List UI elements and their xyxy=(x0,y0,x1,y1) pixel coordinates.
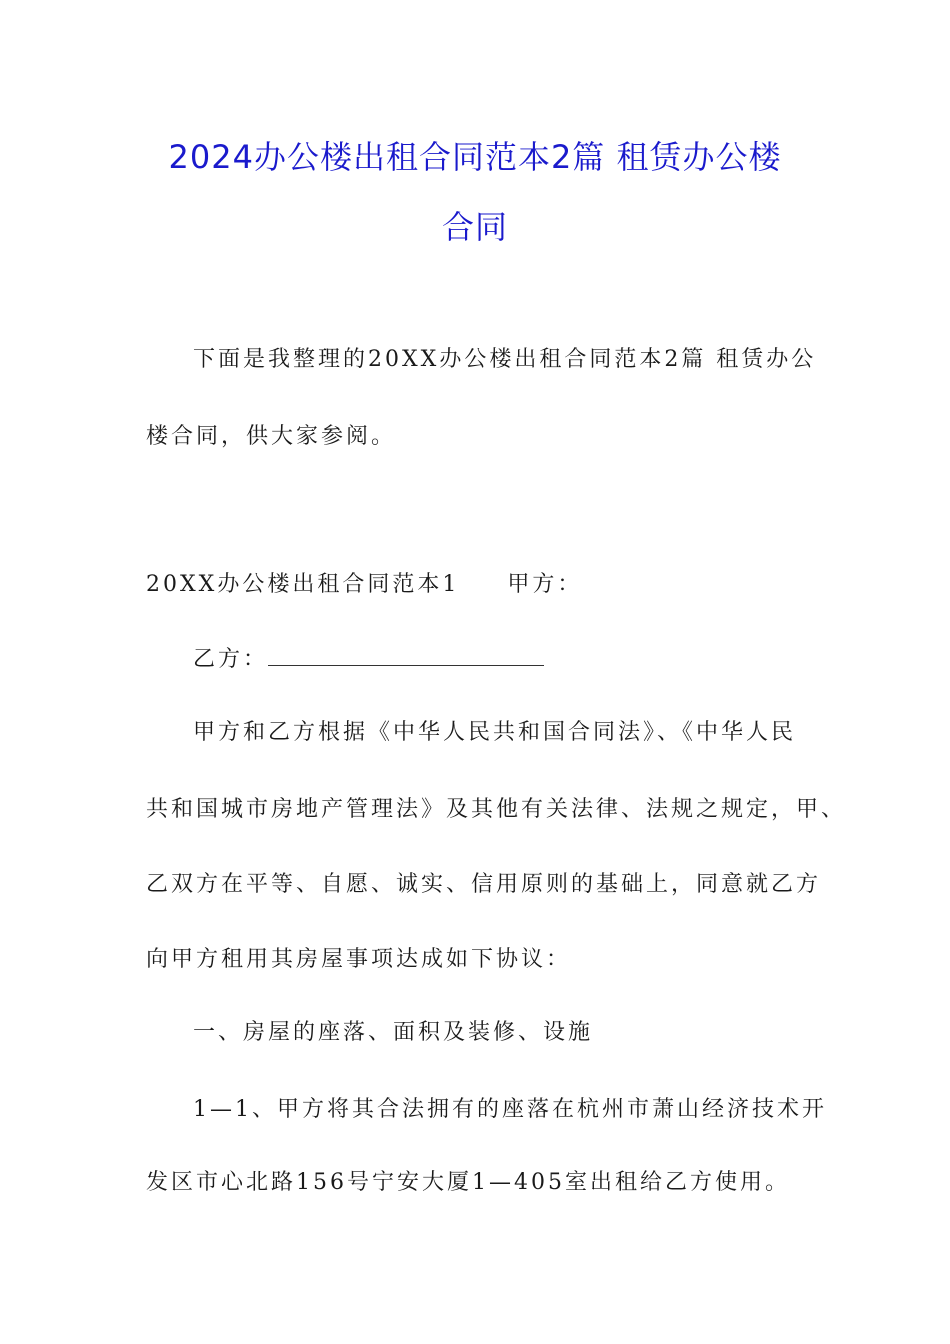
party-b-row xyxy=(193,645,544,675)
intro-line-1: 下面是我整理的20XX办公楼出租合同范本2篇 租赁办公 xyxy=(193,347,817,372)
clause1-1-line-1: 1—1、甲方将其合法拥有的座落在杭州市萧山经济技术开 xyxy=(193,1097,827,1122)
party-b-blank-line xyxy=(268,645,544,666)
para1-line-4: 向甲方租用其房屋事项达成如下协议： xyxy=(146,947,572,972)
para1-line-3: 乙双方在平等、自愿、诚实、信用原则的基础上，同意就乙方 xyxy=(146,872,822,897)
para1-line-1: 甲方和乙方根据《中华人民共和国合同法》、《中华人民 xyxy=(193,720,797,745)
party-b-label: 乙方： xyxy=(193,647,269,672)
section-heading: 20XX办公楼出租合同范本1 xyxy=(146,572,460,597)
section-heading-row xyxy=(146,570,582,600)
intro-line-2: 楼合同，供大家参阅。 xyxy=(146,424,397,449)
party-a-label: 甲方： xyxy=(507,572,583,597)
clause1-1-line-2: 发区市心北路156号宁安大厦1—405室出租给乙方使用。 xyxy=(146,1170,790,1195)
document-title-line-2: 合同 xyxy=(441,208,508,246)
document-title-line-1: 2024办公楼出租合同范本2篇 租赁办公楼 xyxy=(168,138,782,176)
para1-line-2: 共和国城市房地产管理法》及其他有关法律、法规之规定，甲、 xyxy=(146,797,847,822)
clause1-heading: 一、房屋的座落、面积及装修、设施 xyxy=(193,1020,594,1045)
